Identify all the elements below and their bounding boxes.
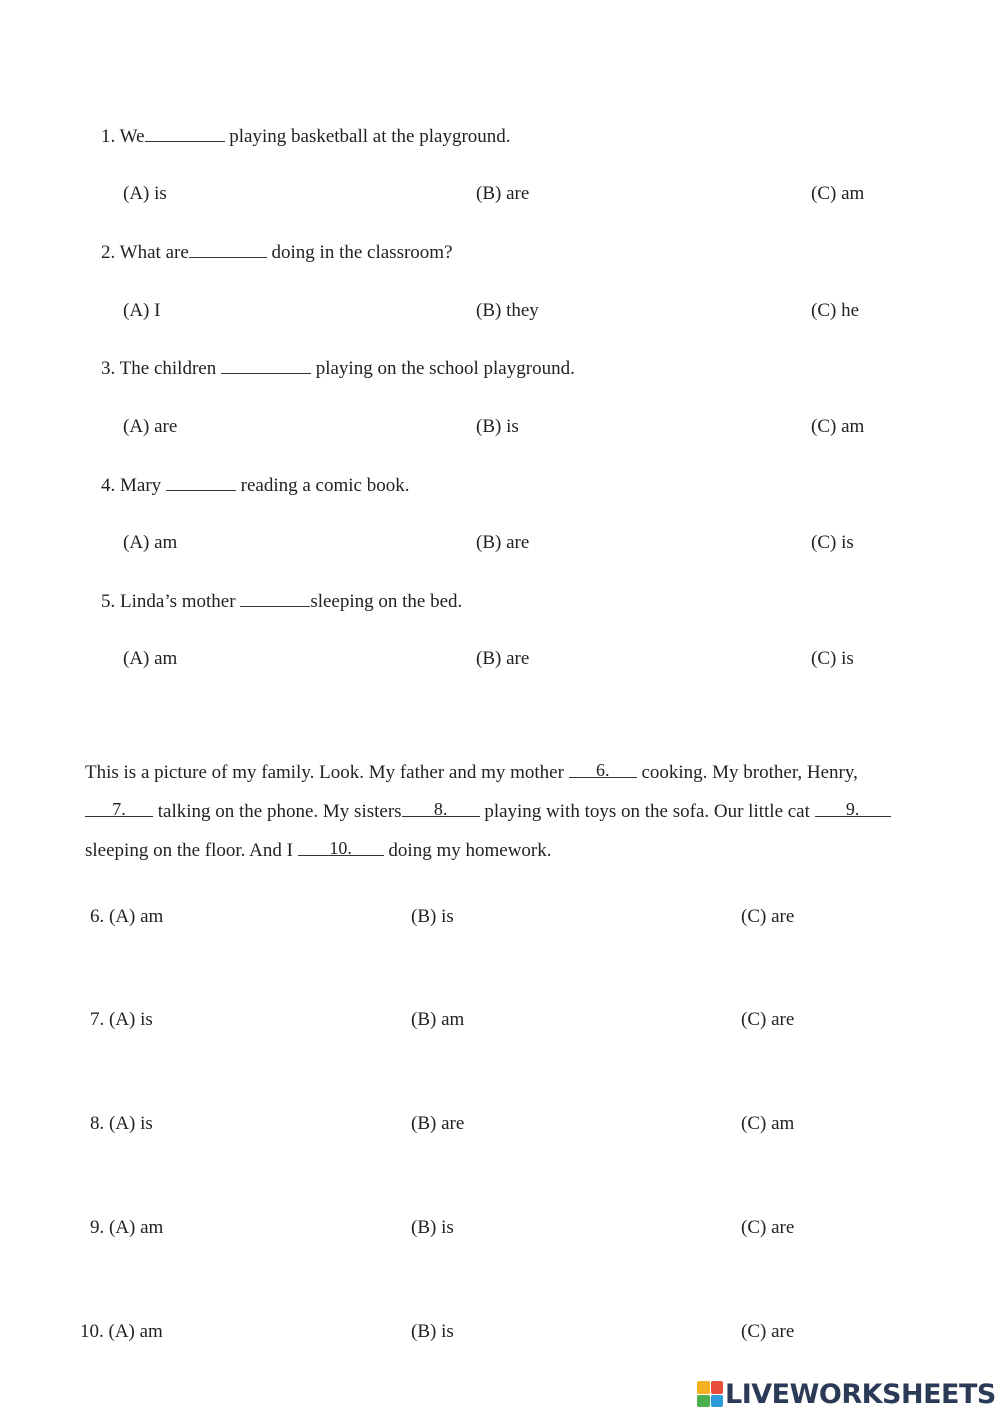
option-a[interactable]: (A) I [123,300,161,321]
option-b[interactable]: (B) are [476,532,530,553]
option-b[interactable]: (B) are [476,183,530,204]
blank-number: 7. [112,799,126,819]
pq-10-option-c[interactable]: (C) are [741,1321,795,1342]
question-text-before: The children [119,358,217,379]
pq-8-option-b[interactable]: (B) are [411,1113,465,1134]
passage-blank-8[interactable] [402,800,480,817]
pq-7-option-a[interactable]: 7. (A) is [90,1009,153,1030]
passage-text: This is a picture of my family. Look. My father and my mother [85,762,564,783]
logo-square [697,1381,710,1394]
option-c[interactable]: (C) am [811,183,865,204]
blank-number: 10. [329,838,352,858]
option-a[interactable]: (A) am [123,648,178,669]
question-number: 2. [101,242,116,263]
passage-text: playing with toys on the sofa. Our little cat [484,801,810,822]
question-5 [101,590,462,613]
question-text-after: doing in the classroom? [271,242,453,263]
passage-blank-6[interactable] [569,761,637,778]
pq-10-option-a[interactable]: 10. (A) am [80,1321,163,1342]
question-text-after: sleeping on the bed. [310,591,463,612]
question-number: 4. [101,475,116,496]
answer-blank[interactable] [221,357,311,374]
passage-text: doing my homework. [388,840,552,861]
question-text-before: Linda’s mother [120,591,236,612]
blank-number: 6. [595,760,610,780]
passage-text: talking on the phone. My sisters [157,801,402,822]
blank-number: 8. [433,799,448,819]
question-2 [101,241,453,264]
option-b[interactable]: (B) is [476,416,519,437]
logo-square [697,1395,710,1408]
question-number: 1. [101,126,116,147]
option-c[interactable]: (C) he [811,300,860,321]
pq-6-option-b[interactable]: (B) is [411,906,454,927]
pq-9-option-a[interactable]: 9. (A) am [90,1217,164,1238]
question-number: 3. [101,358,116,379]
question-text-after: reading a comic book. [240,475,410,496]
option-c[interactable]: (C) am [811,416,865,437]
pq-6-option-c[interactable]: (C) are [741,906,795,927]
option-a[interactable]: (A) are [123,416,178,437]
logo-icon [697,1381,723,1407]
question-text-before: What are [119,242,189,263]
pq-7-option-b[interactable]: (B) am [411,1009,465,1030]
option-b[interactable]: (B) are [476,648,530,669]
passage-blank-7[interactable] [85,800,153,817]
passage-line-2 [85,800,891,823]
pq-6-option-a[interactable]: 6. (A) am [90,906,164,927]
option-a[interactable]: (A) am [123,532,178,553]
option-b[interactable]: (B) they [476,300,539,321]
pq-8-option-c[interactable]: (C) am [741,1113,795,1134]
passage-blank-9[interactable] [815,800,891,817]
pq-7-option-c[interactable]: (C) are [741,1009,795,1030]
logo-square [711,1381,724,1394]
question-1 [101,125,511,148]
passage-line-3 [85,839,552,862]
option-c[interactable]: (C) is [811,532,854,553]
question-text-after: playing basketball at the playground. [229,126,511,147]
answer-blank[interactable] [189,241,267,258]
blank-number: 9. [845,799,860,819]
logo-text: LIVEWORKSHEETS [725,1378,996,1410]
question-text-before: Mary [120,475,162,496]
liveworksheets-logo [697,1378,996,1410]
pq-9-option-b[interactable]: (B) is [411,1217,454,1238]
logo-square [711,1395,724,1408]
option-c[interactable]: (C) is [811,648,854,669]
answer-blank[interactable] [145,125,225,142]
passage-blank-10[interactable] [298,839,384,856]
pq-8-option-a[interactable]: 8. (A) is [90,1113,153,1134]
question-text-before: We [119,126,145,147]
answer-blank[interactable] [166,474,236,491]
option-a[interactable]: (A) is [123,183,167,204]
passage-text: sleeping on the floor. And I [85,840,293,861]
pq-9-option-c[interactable]: (C) are [741,1217,795,1238]
pq-10-option-b[interactable]: (B) is [411,1321,454,1342]
question-3 [101,357,575,380]
question-text-after: playing on the school playground. [315,358,575,379]
question-4 [101,474,410,497]
passage-line-1 [85,761,858,784]
passage-text: cooking. My brother, Henry, [641,762,858,783]
question-number: 5. [101,591,116,612]
answer-blank[interactable] [240,590,310,607]
